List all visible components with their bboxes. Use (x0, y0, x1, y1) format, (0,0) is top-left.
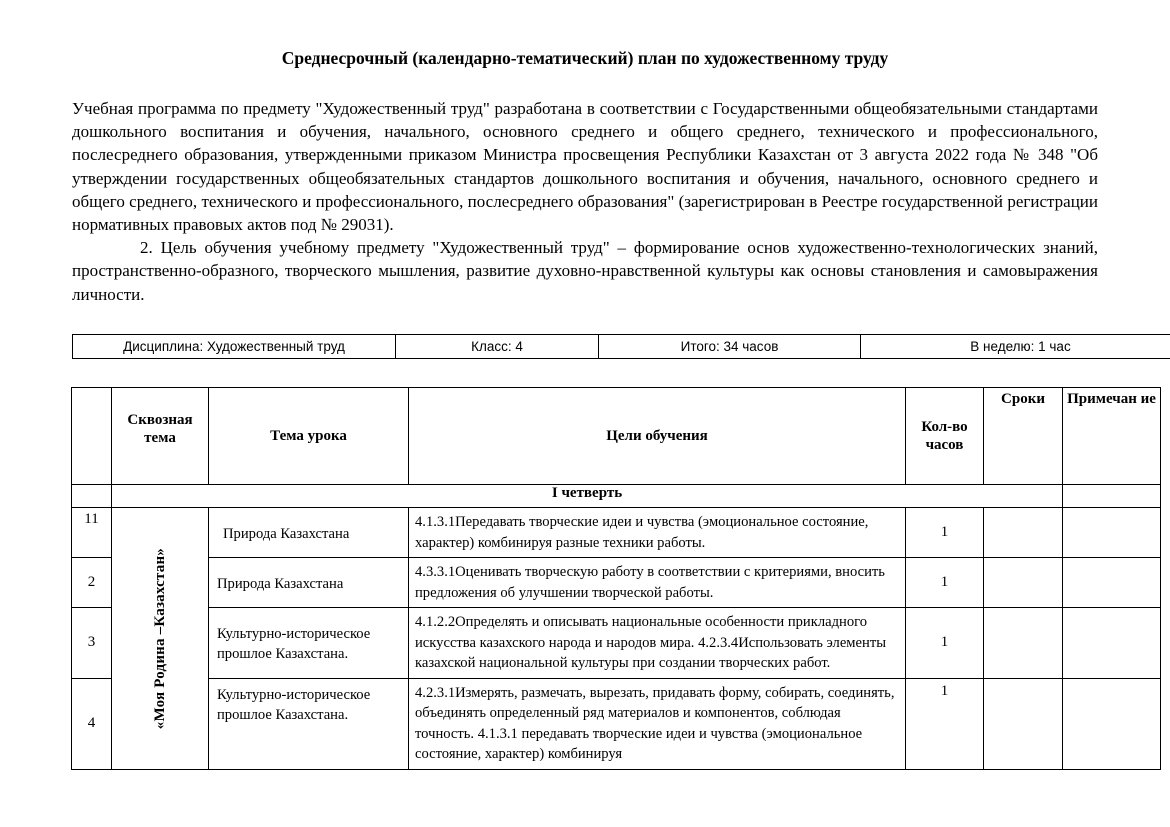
notes-cell (1063, 508, 1161, 558)
header-hours: Кол-во часов (906, 388, 984, 485)
page-title: Среднесрочный (календарно-тематический) план по художественному труду (281, 48, 889, 68)
hours-count: 1 (906, 558, 984, 608)
cross-theme-label: «Моя Родина –Казахстан» (151, 547, 168, 729)
row-number: 4 (72, 678, 112, 769)
learning-goals: 4.1.3.1Передавать творческие идеи и чувства (эмоциональное состояние, характер) комбинируя разные техники работы. (409, 508, 906, 558)
hours-count: 1 (906, 508, 984, 558)
dates-cell (984, 508, 1063, 558)
dates-cell (984, 608, 1063, 679)
cross-theme-cell (112, 508, 209, 770)
learning-goals: 4.2.3.1Измерять, размечать, вырезать, придавать форму, собирать, соединять, объединять определенный ряд материалов и компонентов, соблюдая точность. 4.1.3.1 передавать творческие идеи и чувства (эмоциональное состояние, характер) комбинируя (409, 678, 906, 769)
hours-count: 1 (906, 608, 984, 679)
header-number (72, 388, 112, 485)
hours-count: 1 (906, 678, 984, 769)
row-number: 11 (72, 508, 112, 558)
table-row (72, 608, 1161, 679)
table-row (72, 508, 1161, 558)
quarter-label: I четверть (112, 485, 1063, 508)
header-dates: Сроки (984, 388, 1063, 485)
lesson-topic: Культурно-историческое прошлое Казахстана. (209, 678, 409, 769)
dates-cell (984, 558, 1063, 608)
intro-paragraph-1: Учебная программа по предмету "Художественный труд" разработана в соответствии с Государственными общеобязательными стандартами дошкольного воспитания и обучения, начального, основного среднего и общего среднего, технического и профессионального, послесреднего образования, утвержденными приказом Министра просвещения Республики Казахстан от 3 августа 2022 года № 348 "Об утверждении государственных общеобязательных стандартов дошкольного воспитания и обучения, начального, основного среднего и общего среднего, технического и профессионального, послесреднего образования" (зарегистрирован в Реестре государственной регистрации нормативных правовых актов под № 29031). (72, 99, 1098, 235)
table-row (72, 678, 1161, 769)
dates-cell (984, 678, 1063, 769)
quarter-row (72, 485, 1161, 508)
notes-cell (1063, 608, 1161, 679)
course-info-bar (72, 334, 1170, 359)
info-total-hours: Итого: 34 часов (599, 335, 861, 359)
header-notes: Примечан ие (1063, 388, 1161, 485)
lesson-topic: Природа Казахстана (209, 508, 409, 558)
lesson-topic: Культурно-историческое прошлое Казахстана. (209, 608, 409, 679)
table-row (72, 558, 1161, 608)
info-grade: Класс: 4 (396, 335, 599, 359)
cross-theme-wrap (112, 508, 208, 769)
notes-cell (1063, 678, 1161, 769)
info-row (73, 335, 1170, 359)
intro-paragraph-2: 2. Цель обучения учебному предмету "Художественный труд" – формирование основ художественно-технологических знаний, пространственно-образного, творческого мышления, развитие духовно-нравственной культуры как основы становления и самовыражения личности. (72, 238, 1098, 304)
info-weekly-hours: В неделю: 1 час (861, 335, 1170, 359)
row-number: 3 (72, 608, 112, 679)
header-cross-theme: Сквозная тема (112, 388, 209, 485)
row-number: 2 (72, 558, 112, 608)
calendar-plan-table (71, 387, 1161, 770)
table-header-row (72, 388, 1161, 485)
header-lesson-topic: Тема урока (209, 388, 409, 485)
lesson-topic: Природа Казахстана (209, 558, 409, 608)
learning-goals: 4.3.3.1Оценивать творческую работу в соответствии с критериями, вносить предложения об улучшении творческой работы. (409, 558, 906, 608)
info-discipline: Дисциплина: Художественный труд (73, 335, 396, 359)
quarter-number-cell (72, 485, 112, 508)
quarter-notes-cell (1063, 485, 1161, 508)
header-learning-goals: Цели обучения (409, 388, 906, 485)
learning-goals: 4.1.2.2Определять и описывать национальные особенности прикладного искусства казахского народа и народов мира. 4.2.3.4Использовать элементы казахской национальной культуры при создании творческих работ. (409, 608, 906, 679)
notes-cell (1063, 558, 1161, 608)
